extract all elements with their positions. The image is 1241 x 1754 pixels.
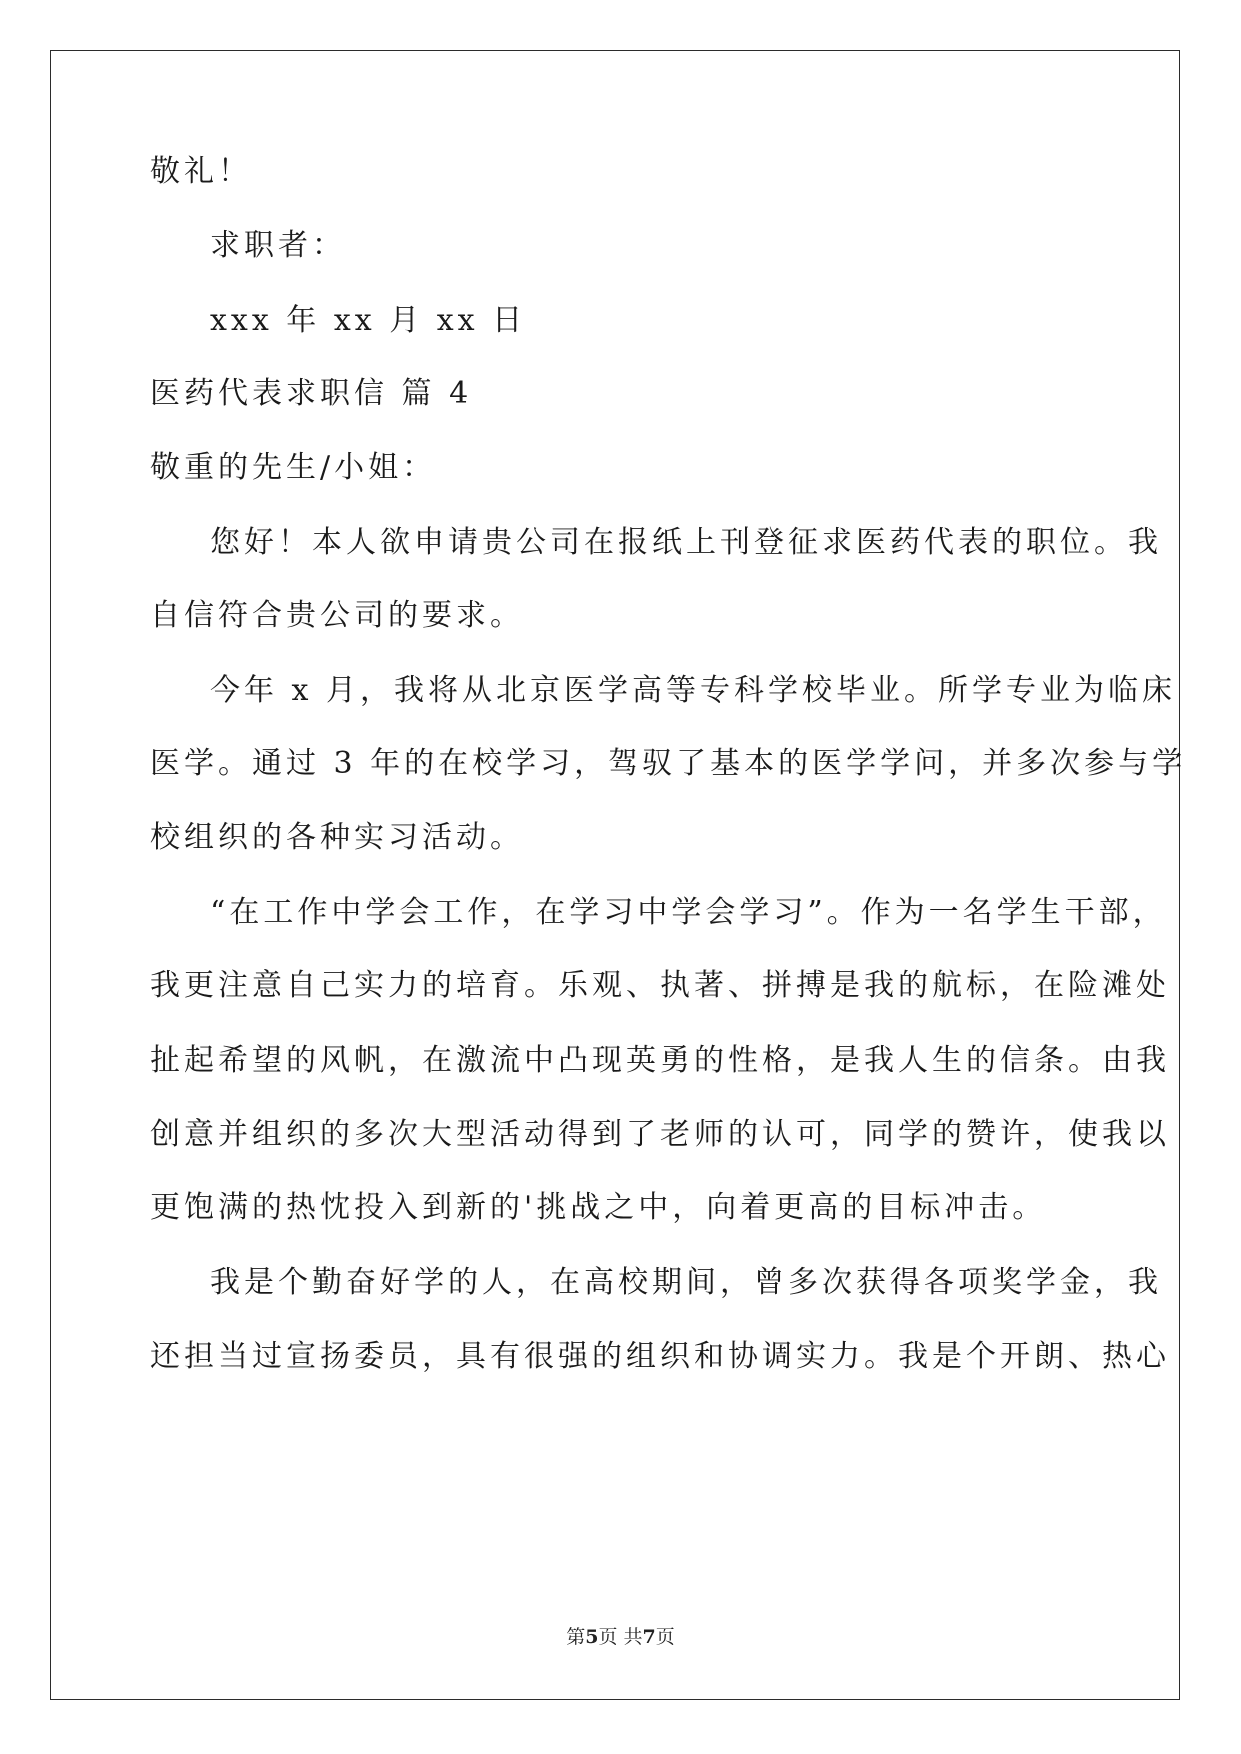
paragraph-line: 自信符合贵公司的要求。 xyxy=(150,598,524,633)
footer-mid: 页 共 xyxy=(598,1626,643,1648)
paragraph-line: 您好！本人欲申请贵公司在报纸上刊登征求医药代表的职位。我 xyxy=(210,525,1162,560)
greeting: 敬重的先生/小姐： xyxy=(150,450,437,485)
paragraph-line: “在工作中学会工作，在学习中学会学习”。作为一名学生干部， xyxy=(210,895,1167,930)
closing-salute: 敬礼！ xyxy=(150,154,252,189)
paragraph-line: 医学。通过 3 年的在校学习，驾驭了基本的医学学问，并多次参与学 xyxy=(150,746,1187,781)
paragraph-line: 更饱满的热忱投入到新的'挑战之中，向着更高的目标冲击。 xyxy=(150,1190,1047,1225)
paragraph-line: 还担当过宣扬委员，具有很强的组织和协调实力。我是个开朗、热心 xyxy=(150,1339,1170,1374)
footer-total-pages: 7 xyxy=(642,1626,656,1648)
paragraph-line: 今年 x 月，我将从北京医学高等专科学校毕业。所学专业为临床 xyxy=(210,673,1176,708)
paragraph-line: 我更注意自己实力的培育。乐观、执著、拼搏是我的航标，在险滩处 xyxy=(150,968,1170,1003)
page-border xyxy=(50,50,1187,1700)
page-footer xyxy=(0,1622,1241,1649)
paragraph-line: 扯起希望的风帆，在激流中凸现英勇的性格，是我人生的信条。由我 xyxy=(150,1043,1170,1078)
paragraph-line: 我是个勤奋好学的人，在高校期间，曾多次获得各项奖学金，我 xyxy=(210,1265,1162,1300)
signature-label: 求职者： xyxy=(210,228,346,263)
footer-current-page: 5 xyxy=(585,1626,599,1648)
footer-prefix: 第 xyxy=(566,1626,586,1648)
footer-suffix: 页 xyxy=(655,1626,675,1648)
paragraph-line: 创意并组织的多次大型活动得到了老师的认可，同学的赞许，使我以 xyxy=(150,1117,1170,1152)
paragraph-line: 校组织的各种实习活动。 xyxy=(150,820,524,855)
letter-date: xxx 年 xx 月 xx 日 xyxy=(210,303,527,338)
section-title: 医药代表求职信 篇 4 xyxy=(150,376,473,411)
